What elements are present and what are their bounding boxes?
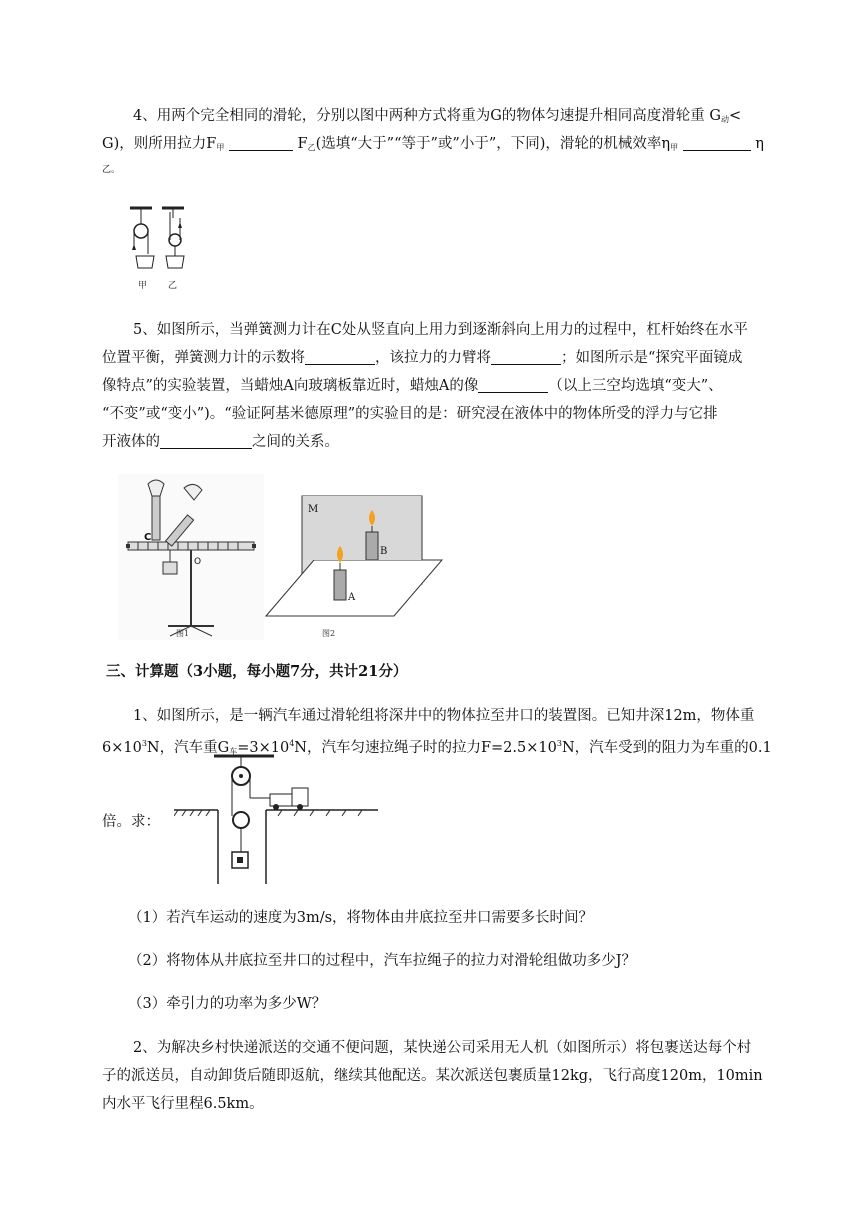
q4-text: η xyxy=(755,136,764,152)
c1-line-1: 1、如图所示，是一辆汽车通过滑轮组将深井中的物体拉至井口的装置图。已知井深12m，物体重 xyxy=(133,708,755,724)
c1-text: 6×10 xyxy=(102,740,142,756)
label-a: A xyxy=(348,592,356,603)
q4-g-sub: 动 xyxy=(721,115,730,124)
q5-line-3 xyxy=(102,376,723,396)
c1-text: N，汽车重G xyxy=(146,740,230,756)
q5-line-1: 5、如图所示，当弹簧测力计在C处从竖直向上用力到逐渐斜向上用力的过程中，杠杆始终在水平 xyxy=(133,322,748,338)
fig2-caption: 图2 xyxy=(322,629,336,638)
q5-text: （以上三空均选填“变大”、 xyxy=(548,378,723,394)
label-o: O xyxy=(194,557,202,567)
answer-blank[interactable] xyxy=(229,136,293,151)
q4-line-1 xyxy=(133,106,741,130)
q4-line-2 xyxy=(102,134,764,158)
q4-g: G xyxy=(709,108,722,124)
answer-blank[interactable] xyxy=(491,350,561,365)
q4-text: F xyxy=(297,136,308,152)
fig1-caption: 图1 xyxy=(176,629,190,638)
well-car-figure xyxy=(174,754,378,886)
c1-text: N，汽车匀速拉绳子时的拉力F=2.5×10 xyxy=(294,740,557,756)
label-m: M xyxy=(308,504,319,515)
fig-label-yi: 乙 xyxy=(168,281,178,291)
exponent: 3 xyxy=(141,739,147,748)
q4-text: 4、用两个完全相同的滑轮，分别以图中两种方式将重为G的物体匀速提升相同高度滑轮重 xyxy=(133,108,705,124)
q5-line-2 xyxy=(102,348,742,368)
q4-f-sub: 甲 xyxy=(216,143,225,152)
q4-line-3: 乙。 xyxy=(102,165,121,175)
g-sub: 车 xyxy=(229,747,238,756)
label-c: C xyxy=(144,532,152,543)
q4-eta-sub: 甲 xyxy=(670,143,679,152)
pulley-figure xyxy=(118,204,198,296)
c1-q2: （2）将物体从井底拉至井口的过程中，汽车拉绳子的拉力对滑轮组做功多少J？ xyxy=(128,953,637,969)
c2-line-1: 2、为解决乡村快递派送的交通不便问题，某快递公司采用无人机（如图所示）将包裹送达每个村 xyxy=(133,1040,752,1056)
q5-text: ；如图所示是“探究平面镜成 xyxy=(561,350,743,366)
c1-q3: （3）牵引力的功率为多少W？ xyxy=(128,996,327,1012)
answer-blank[interactable] xyxy=(305,350,375,365)
c1-text: N，汽车受到的阻力为车重的0.1 xyxy=(561,740,772,756)
q5-text: 位置平衡，弹簧测力计的示数将 xyxy=(102,350,305,366)
c1-text: =3×10 xyxy=(237,740,290,756)
mirror-figure xyxy=(262,490,446,640)
answer-blank[interactable] xyxy=(478,378,548,393)
q5-line-5 xyxy=(102,432,339,452)
q4-text: G)，则所用拉力F xyxy=(102,136,217,152)
q5-text: 像特点”的实验装置，当蜡烛A向玻璃板靠近时，蜡烛A的像 xyxy=(102,378,479,394)
c1-line-3: 倍。求： xyxy=(102,814,160,830)
fig-label-jia: 甲 xyxy=(138,281,148,291)
q4-lt: < xyxy=(729,108,742,124)
q4-text: (选填“大于”“等于”或”小于”，下同)，滑轮的机械效率η xyxy=(315,136,671,152)
q5-line-4: “不变”或“变小”)。“验证阿基米德原理”的实验目的是：研究浸在液体中的物体所受的浮力与它排 xyxy=(102,406,718,422)
answer-blank[interactable] xyxy=(160,434,252,449)
exponent: 3 xyxy=(556,739,562,748)
c2-line-3: 内水平飞行里程6.5km。 xyxy=(102,1096,264,1112)
label-b: B xyxy=(380,546,388,557)
exponent: 4 xyxy=(289,739,295,748)
c2-line-2: 子的派送员，自动卸货后随即返航，继续其他配送。某次派送包裹质量12kg，飞行高度120m，10min xyxy=(102,1068,763,1084)
c1-q1: （1）若汽车运动的速度为3m/s，将物体由井底拉至井口需要多长时间？ xyxy=(128,910,594,926)
answer-blank[interactable] xyxy=(683,136,751,151)
q5-text: 之间的关系。 xyxy=(252,434,339,450)
lever-figure xyxy=(118,474,264,640)
q5-text: 开液体的 xyxy=(102,434,160,450)
q4-f-sub: 乙 xyxy=(307,143,316,152)
section-title: 三、计算题（3小题，每小题7分，共计21分） xyxy=(106,663,408,680)
q5-text: ，该拉力的力臂将 xyxy=(375,350,491,366)
